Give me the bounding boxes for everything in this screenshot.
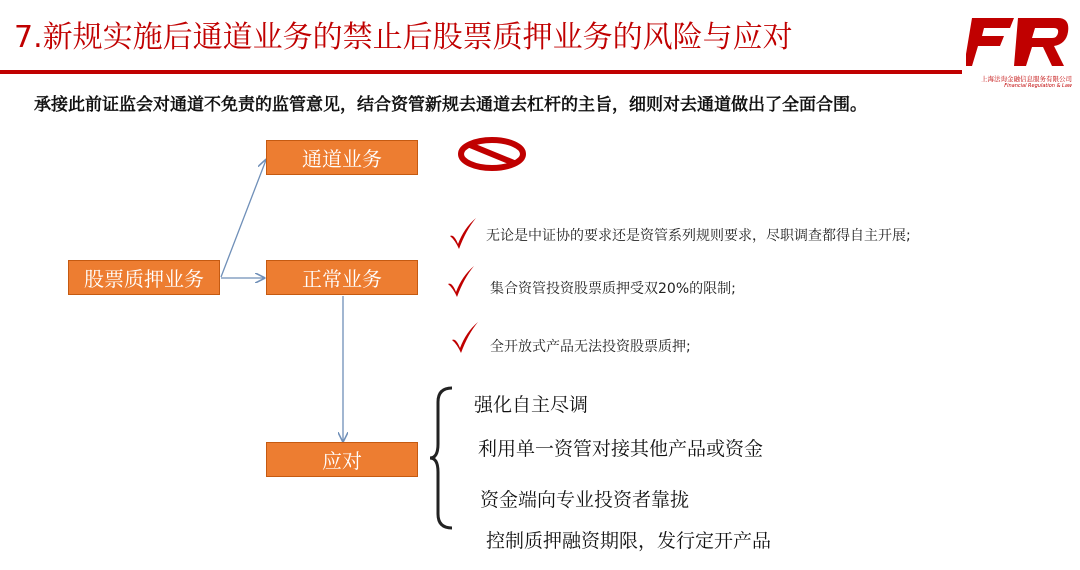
rule-item: 全开放式产品无法投资股票质押; xyxy=(490,339,691,355)
response-item: 资金端向专业投资者靠拢 xyxy=(480,489,690,511)
checkmark-icon xyxy=(446,264,476,298)
box-stock-pledge: 股票质押业务 xyxy=(68,260,220,295)
page-title: 7.新规实施后通道业务的禁止后股票质押业务的风险与应对 xyxy=(14,20,793,55)
response-item: 控制质押融资期限，发行定开产品 xyxy=(486,530,772,552)
logo-company-en: Financial Regulation & Law xyxy=(1004,83,1072,89)
response-brace xyxy=(428,386,458,530)
box-normal-business: 正常业务 xyxy=(266,260,418,295)
intro-text: 承接此前证监会对通道不免责的监管意见，结合资管新规去通道去杠杆的主旨，细则对去通道做出了全面合围。 xyxy=(34,95,867,115)
box-response: 应对 xyxy=(266,442,418,477)
response-item: 利用单一资管对接其他产品或资金 xyxy=(478,438,764,460)
response-item: 强化自主尽调 xyxy=(474,394,589,416)
logo-company-cn: 上海法询金融信息服务有限公司 xyxy=(981,75,1072,83)
arrow-to-channel xyxy=(221,160,266,277)
no-entry-icon xyxy=(456,136,528,172)
rule-item: 无论是中证协的要求还是资管系列规则要求，尽职调查都得自主开展; xyxy=(486,228,911,244)
checkmark-icon xyxy=(448,216,478,250)
box-channel-business: 通道业务 xyxy=(266,140,418,175)
checkmark-icon xyxy=(450,320,480,354)
rule-item: 集合资管投资股票质押受双20%的限制; xyxy=(490,281,736,297)
